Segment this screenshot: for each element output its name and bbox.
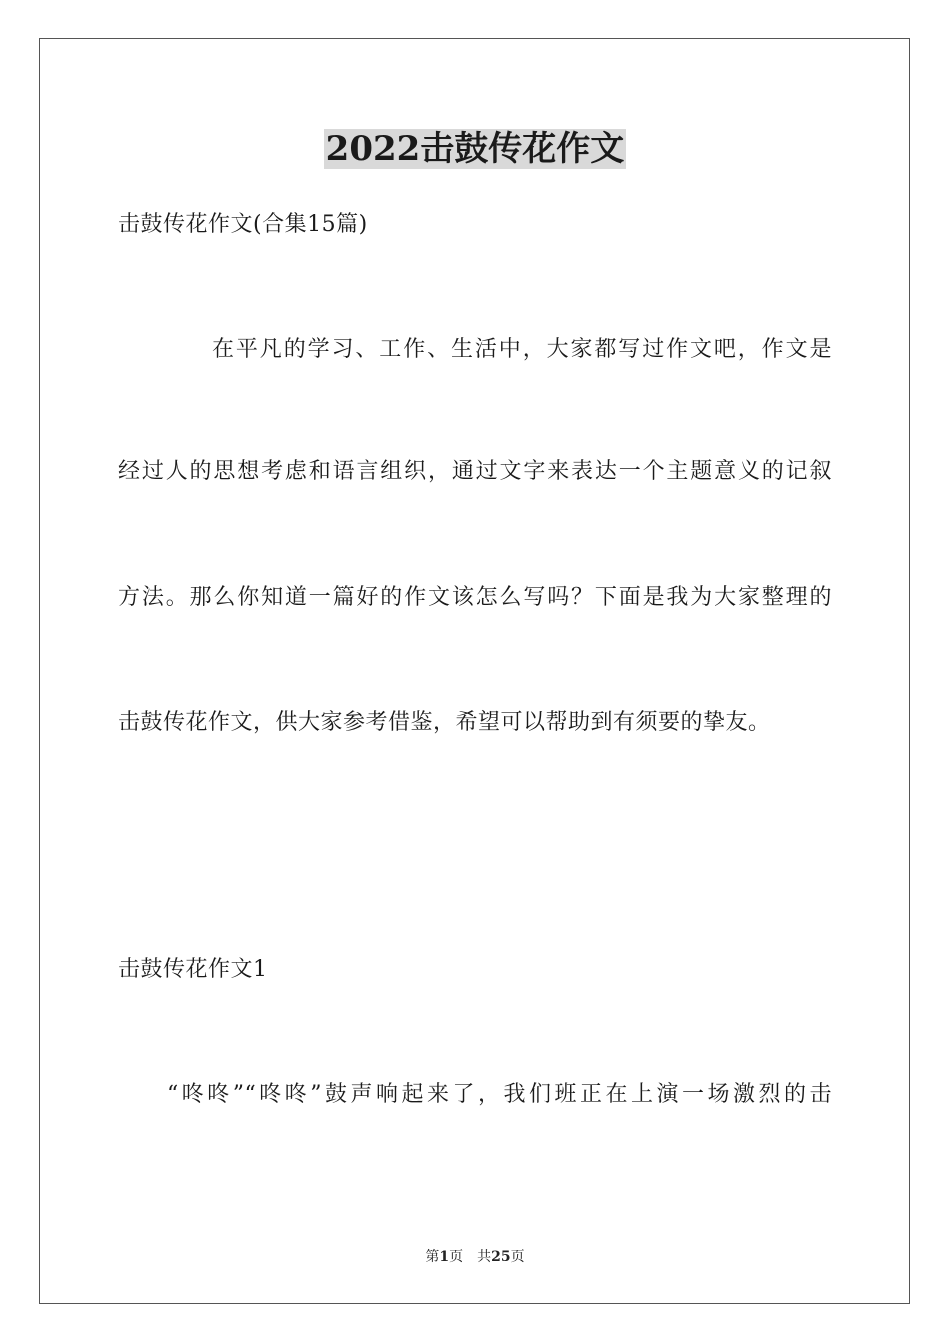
document-title-text: 2022击鼓传花作文 xyxy=(325,129,625,169)
section-first-line: “咚咚”“咚咚”鼓声响起来了，我们班正在上演一场激烈的击 xyxy=(167,1082,832,1107)
intro-line-3: 方法。那么你知道一篇好的作文该怎么写吗？下面是我为大家整理的 xyxy=(118,585,832,610)
intro-line-2: 经过人的思想考虑和语言组织，通过文字来表达一个主题意义的记叙 xyxy=(118,459,832,484)
page-footer xyxy=(0,1247,950,1267)
footer-mid: 页 共 xyxy=(449,1249,492,1265)
footer-prefix: 第 xyxy=(425,1249,440,1265)
intro-line-1: 在平凡的学习、工作、生活中，大家都写过作文吧，作文是 xyxy=(212,337,832,362)
document-title xyxy=(0,126,950,172)
footer-total-pages: 25 xyxy=(491,1249,511,1265)
section-heading: 击鼓传花作文1 xyxy=(118,957,268,982)
document-subtitle: 击鼓传花作文(合集15篇) xyxy=(118,212,368,237)
intro-line-4: 击鼓传花作文，供大家参考借鉴，希望可以帮助到有须要的挚友。 xyxy=(118,710,771,735)
footer-current-page: 1 xyxy=(439,1249,450,1265)
footer-suffix: 页 xyxy=(510,1249,525,1265)
